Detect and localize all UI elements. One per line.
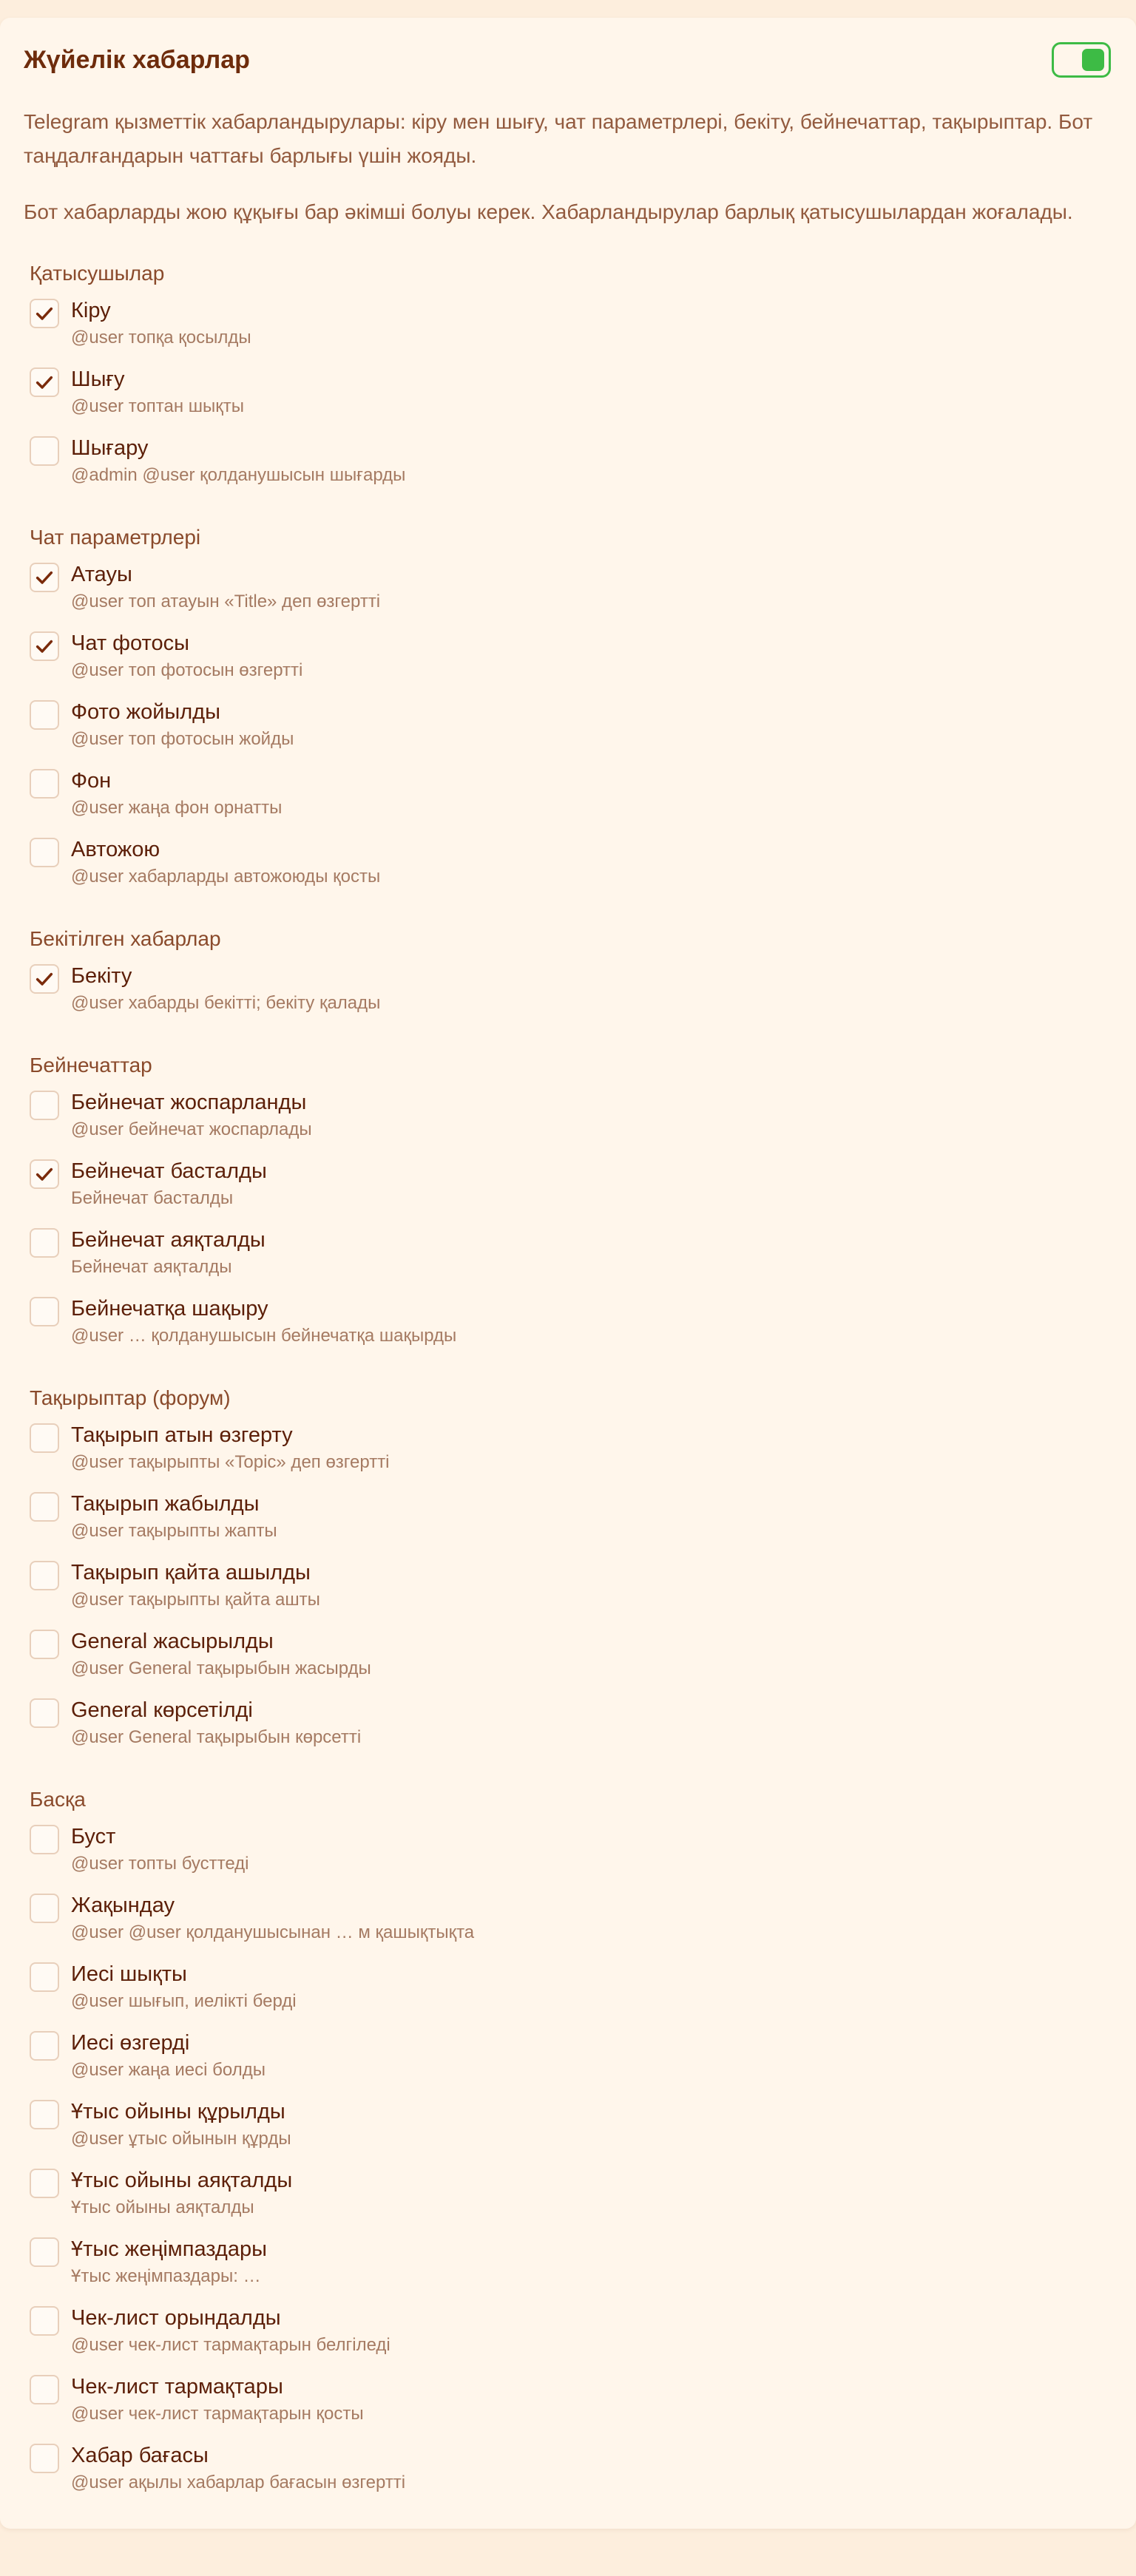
option-checkbox[interactable]: [30, 1492, 59, 1522]
option-row[interactable]: [30, 697, 1112, 766]
option-example: @user хабарларды автожоюды қосты: [71, 867, 381, 887]
option-checkbox[interactable]: [30, 2375, 59, 2404]
option-example: @user топ фотосын өзгертті: [71, 660, 303, 680]
option-example: Ұтыс ойыны аяқталды: [71, 2197, 254, 2217]
option-checkbox[interactable]: [30, 838, 59, 867]
settings-section: [30, 1383, 1112, 1764]
option-row[interactable]: [30, 961, 1112, 1030]
option-checkbox[interactable]: [30, 1698, 59, 1728]
option-label: General көрсетілді: [71, 1698, 253, 1722]
option-row[interactable]: [30, 1088, 1112, 1156]
card-header: [24, 18, 1112, 99]
option-example: @user топтан шықты: [71, 396, 245, 416]
settings-section: [30, 1051, 1112, 1363]
option-example: Ұтыс жеңімпаздары: …: [71, 2266, 261, 2286]
option-checkbox[interactable]: [30, 1962, 59, 1992]
option-text: [71, 1294, 456, 1363]
option-row[interactable]: [30, 1627, 1112, 1695]
option-text: [71, 1695, 361, 1764]
option-checkbox[interactable]: [30, 299, 59, 328]
option-row[interactable]: [30, 1891, 1112, 1959]
option-example: Бейнечат аяқталды: [71, 1257, 232, 1277]
option-row[interactable]: [30, 835, 1112, 904]
option-label: Автожою: [71, 838, 160, 861]
option-text: [71, 2097, 291, 2166]
option-example: @user чек-лист тармақтарын қосты: [71, 2404, 364, 2424]
option-checkbox[interactable]: [30, 700, 59, 730]
toggle-knob: [1082, 49, 1104, 71]
option-label: Ұтыс ойыны құрылды: [71, 2100, 285, 2123]
option-example: @user … қолданушысын бейнечатқа шақырды: [71, 1326, 457, 1346]
option-example: @user жаңа иесі болды: [71, 2060, 266, 2080]
option-label: General жасырылды: [71, 1630, 274, 1653]
option-example: @user топ атауын «Title» деп өзгертті: [71, 592, 381, 611]
checkmark-icon: [34, 372, 55, 393]
option-label: Хабар бағасы: [71, 2444, 209, 2467]
option-text: [71, 433, 405, 502]
option-text: [71, 560, 380, 628]
option-example: Бейнечат басталды: [71, 1188, 234, 1208]
option-example: @user General тақырыбын жасырды: [71, 1658, 371, 1678]
option-text: [71, 1225, 266, 1294]
option-checkbox[interactable]: [30, 2169, 59, 2198]
option-label: Чек-лист тармақтары: [71, 2375, 283, 2399]
option-label: Бейнечат басталды: [71, 1159, 267, 1183]
option-label: Фон: [71, 769, 112, 793]
option-text: [71, 2234, 267, 2303]
option-checkbox[interactable]: [30, 1630, 59, 1659]
option-checkbox[interactable]: [30, 436, 59, 466]
section-title: Бекітілген хабарлар: [30, 927, 221, 950]
option-label: Иесі шықты: [71, 1962, 187, 1986]
option-checkbox[interactable]: [30, 1159, 59, 1189]
option-row[interactable]: [30, 1225, 1112, 1294]
option-text: [71, 697, 294, 766]
option-label: Бейнечат жоспарланды: [71, 1091, 307, 1114]
option-row[interactable]: [30, 1822, 1112, 1891]
option-checkbox[interactable]: [30, 1423, 59, 1453]
option-example: @user ұтыс ойынын құрды: [71, 2129, 291, 2149]
option-row[interactable]: [30, 1156, 1112, 1225]
option-label: Шығу: [71, 367, 125, 391]
option-example: @user топ фотосын жойды: [71, 729, 294, 749]
description-text: Telegram қызметтік хабарландырулары: кіру мен шығу, чат параметрлері, бекіту, бейнечаттар, тақырыптар. Бот таңдалғандарын чаттағы барлығы үшін жояды.: [24, 110, 1093, 167]
option-example: @user жаңа фон орнатты: [71, 798, 283, 818]
option-row[interactable]: [30, 766, 1112, 835]
option-checkbox[interactable]: [30, 2237, 59, 2267]
option-label: Бейнечат аяқталды: [71, 1228, 266, 1252]
section-title: Қатысушылар: [30, 262, 165, 285]
option-label: Тақырып жабылды: [71, 1492, 260, 1516]
checkmark-icon: [34, 636, 55, 657]
option-example: @user чек-лист тармақтарын белгіледі: [71, 2335, 390, 2355]
option-text: [71, 1489, 277, 1558]
checkmark-icon: [34, 1164, 55, 1184]
checkmark-icon: [34, 969, 55, 989]
option-checkbox[interactable]: [30, 1825, 59, 1854]
option-row[interactable]: [30, 1558, 1112, 1627]
option-example: @user бейнечат жоспарлады: [71, 1119, 312, 1139]
option-text: [71, 1891, 474, 1959]
option-row[interactable]: [30, 2372, 1112, 2441]
settings-section: [30, 924, 1112, 1030]
option-checkbox[interactable]: [30, 367, 59, 397]
option-checkbox[interactable]: [30, 2444, 59, 2473]
option-checkbox[interactable]: [30, 2031, 59, 2061]
option-row[interactable]: [30, 1695, 1112, 1764]
card-title: Жүйелік хабарлар: [24, 45, 250, 74]
option-row[interactable]: [30, 1294, 1112, 1363]
option-label: Атауы: [71, 563, 132, 586]
option-text: [71, 2441, 405, 2509]
option-checkbox[interactable]: [30, 2100, 59, 2129]
settings-section: [30, 523, 1112, 904]
section-title: Басқа: [30, 1788, 86, 1811]
checkmark-icon: [34, 303, 55, 324]
option-row[interactable]: [30, 1420, 1112, 1489]
option-example: @user топты бусттеді: [71, 1854, 249, 1874]
option-text: [71, 766, 282, 835]
option-text: [71, 365, 244, 433]
option-row[interactable]: [30, 560, 1112, 628]
option-label: Ұтыс ойыны аяқталды: [71, 2169, 293, 2192]
option-label: Фото жойылды: [71, 700, 220, 724]
option-checkbox[interactable]: [30, 1091, 59, 1120]
option-text: [71, 1822, 249, 1891]
option-label: Кіру: [71, 299, 111, 322]
option-label: Бекіту: [71, 964, 132, 988]
option-text: [71, 1156, 267, 1225]
option-checkbox[interactable]: [30, 2306, 59, 2336]
option-row[interactable]: [30, 296, 1112, 365]
option-label: Тақырып атын өзгерту: [71, 1423, 293, 1447]
option-row[interactable]: [30, 1959, 1112, 2028]
option-text: [71, 2372, 364, 2441]
option-label: Чек-лист орындалды: [71, 2306, 281, 2330]
system-messages-card: [0, 18, 1136, 2529]
permission-note: Бот хабарларды жою құқығы бар әкімші болуы керек. Хабарландырулар барлық қатысушылардан жоғалады.: [24, 200, 1073, 223]
option-text: [71, 1558, 320, 1627]
option-text: [71, 2303, 390, 2372]
option-example: @user тақырыпты қайта ашты: [71, 1590, 320, 1610]
option-row[interactable]: [30, 433, 1112, 502]
option-row[interactable]: [30, 2303, 1112, 2372]
option-example: @user тақырыпты жапты: [71, 1521, 277, 1541]
option-label: Буст: [71, 1825, 116, 1848]
option-text: [71, 1420, 390, 1489]
option-text: [71, 2028, 266, 2097]
section-title: Тақырыптар (форум): [30, 1386, 231, 1409]
option-example: @user @user қолданушысынан … м қашықтықта: [71, 1922, 475, 1942]
option-example: @user тақырыпты «Topic» деп өзгертті: [71, 1452, 390, 1472]
option-row[interactable]: [30, 2234, 1112, 2303]
option-label: Шығару: [71, 436, 149, 460]
option-example: @user хабарды бекітті; бекіту қалады: [71, 993, 381, 1013]
option-text: [71, 2166, 292, 2234]
option-text: [71, 1959, 297, 2028]
settings-sections: [24, 259, 1112, 2509]
option-text: [71, 835, 380, 904]
option-row[interactable]: [30, 2028, 1112, 2097]
option-row[interactable]: [30, 365, 1112, 433]
option-example: @user General тақырыбын көрсетті: [71, 1727, 362, 1747]
option-checkbox[interactable]: [30, 563, 59, 592]
option-text: [71, 1627, 371, 1695]
option-label: Ұтыс жеңімпаздары: [71, 2237, 267, 2261]
option-label: Чат фотосы: [71, 631, 189, 655]
section-title: Бейнечаттар: [30, 1054, 152, 1077]
option-label: Жақындау: [71, 1894, 175, 1917]
option-row[interactable]: [30, 2166, 1112, 2234]
option-label: Тақырып қайта ашылды: [71, 1561, 311, 1584]
system-messages-toggle[interactable]: [1052, 42, 1111, 78]
option-example: @user шығып, иелікті берді: [71, 1991, 297, 2011]
option-checkbox[interactable]: [30, 1297, 59, 1326]
settings-section: [30, 259, 1112, 502]
option-row[interactable]: [30, 2097, 1112, 2166]
option-checkbox[interactable]: [30, 1561, 59, 1590]
option-checkbox[interactable]: [30, 964, 59, 994]
option-checkbox[interactable]: [30, 1228, 59, 1258]
option-example: @user топқа қосылды: [71, 328, 251, 348]
option-row[interactable]: [30, 2441, 1112, 2509]
option-label: Бейнечатқа шақыру: [71, 1297, 268, 1321]
option-checkbox[interactable]: [30, 769, 59, 799]
option-example: @user ақылы хабарлар бағасын өзгертті: [71, 2472, 406, 2492]
section-title: Чат параметрлері: [30, 526, 201, 549]
settings-section: [30, 1785, 1112, 2509]
option-label: Иесі өзгерді: [71, 2031, 190, 2055]
option-row[interactable]: [30, 1489, 1112, 1558]
option-text: [71, 1088, 312, 1156]
option-text: [71, 628, 302, 697]
option-example: @admin @user қолданушысын шығарды: [71, 465, 406, 485]
checkmark-icon: [34, 567, 55, 588]
option-text: [71, 961, 380, 1030]
option-checkbox[interactable]: [30, 631, 59, 661]
option-row[interactable]: [30, 628, 1112, 697]
option-checkbox[interactable]: [30, 1894, 59, 1923]
option-text: [71, 296, 251, 365]
